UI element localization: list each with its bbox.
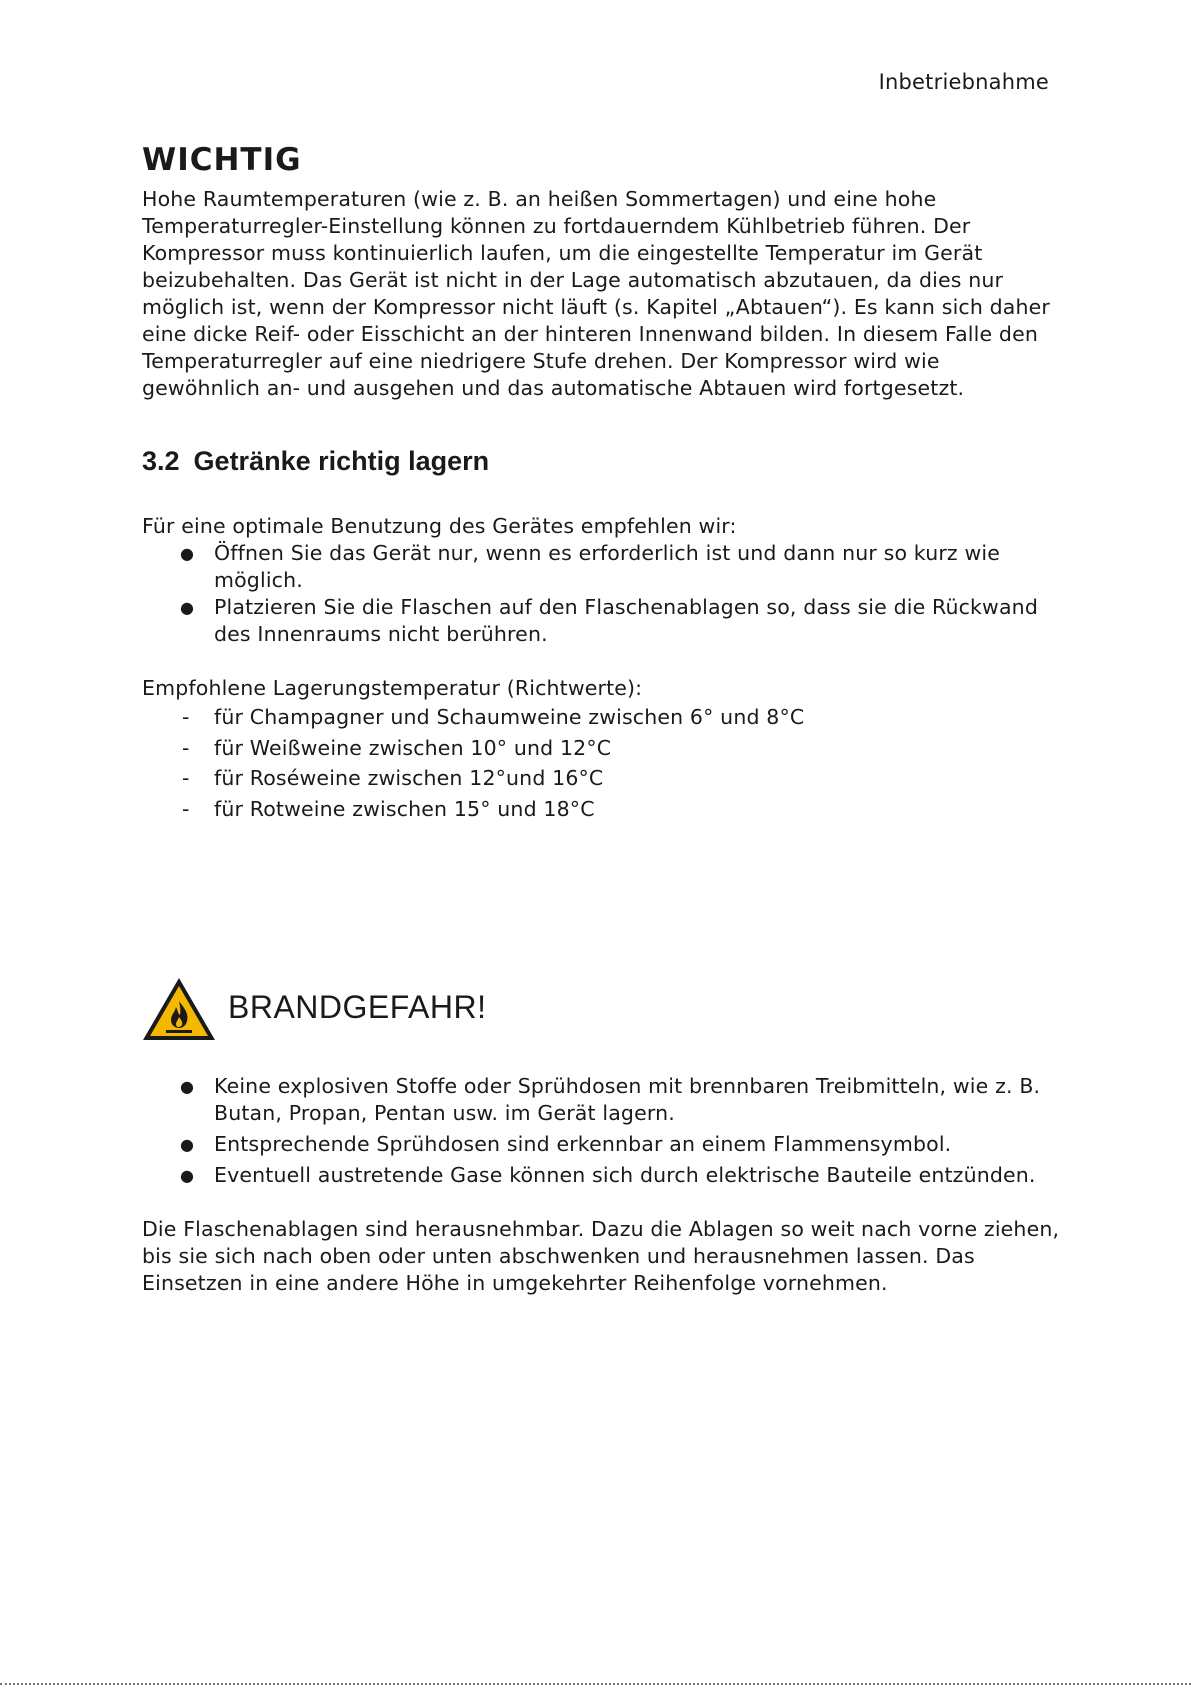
- bullet-icon: ●: [180, 544, 195, 563]
- fire-warning: [140, 975, 1040, 1045]
- list-item: - für Weißweine zwischen 10° und 12°C: [142, 733, 1062, 764]
- page-header-title: Inbetriebnahme: [878, 70, 1049, 94]
- list-item: ● Keine explosiven Stoffe oder Sprühdosen mit brennbaren Treibmitteln, wie z. B. Butan, Propan, Pentan usw. im Gerät lagern.: [180, 1074, 1041, 1125]
- list-item: ● Eventuell austretende Gase können sich durch elektrische Bauteile entzünden.: [180, 1163, 1036, 1187]
- list-item: - für Champagner und Schaumweine zwischen 6° und 8°C: [142, 702, 1062, 733]
- important-paragraph: Hohe Raumtemperaturen (wie z. B. an heißen Sommertagen) und eine hohe Temperaturregler-Einstellung können zu fortdauerndem Kühlbetrieb führen. Der Kompressor muss kontinuierlich laufen, um die eingestellte Temperatur im Gerät beizubehalten. Das Gerät ist nicht in der Lage automatisch abzutauen, da dies nur möglich ist, wenn der Kompressor nicht läuft (s. Kapitel „Abtauen“). Es kann sich daher eine dicke Reif- oder Eisschicht an der hinteren Innenwand bilden. In diesem Falle den Temperaturregler auf eine niedrigere Stufe drehen. Der Kompressor wird wie gewöhnlich an- und ausgehen und das automatische Abtauen wird fortgesetzt.: [142, 187, 1051, 400]
- bullet-icon: ●: [180, 1135, 195, 1154]
- temperature-intro: Empfohlene Lagerungstemperatur (Richtwerte):: [142, 676, 643, 700]
- important-heading: WICHTIG: [142, 142, 302, 178]
- warning-list: [142, 1073, 1062, 1189]
- bullet-icon: ●: [180, 1077, 195, 1096]
- dash-icon: -: [182, 735, 190, 760]
- dash-icon: -: [182, 705, 190, 729]
- bullet-icon: ●: [180, 598, 195, 617]
- section-title: Getränke richtig lagern: [193, 446, 490, 476]
- fire-hazard-icon: [140, 975, 218, 1043]
- list-item: - für Rotweine zwischen 15° und 18°C: [142, 794, 1062, 825]
- temperature-list: [142, 702, 1062, 824]
- warning-title: BRANDGEFAHR!: [228, 989, 487, 1025]
- list-item: ● Öffnen Sie das Gerät nur, wenn es erforderlich ist und dann nur so kurz wie möglich.: [180, 541, 1001, 592]
- recommendation-list: [142, 540, 1062, 648]
- closing-paragraph: Die Flaschenablagen sind herausnehmbar. Dazu die Ablagen so weit nach vorne ziehen, bis sie sich nach oben oder unten abschwenken und herausnehmen lassen. Das Einsetzen in eine andere Höhe in umgekehrter Reihenfolge vornehmen.: [142, 1217, 1060, 1295]
- bullet-icon: ●: [180, 1166, 195, 1185]
- dash-icon: -: [182, 796, 190, 821]
- page-bottom-divider: [0, 1681, 1191, 1685]
- section-heading: [142, 443, 1062, 479]
- section-intro: Für eine optimale Benutzung des Gerätes empfehlen wir:: [142, 514, 737, 538]
- list-item: ● Entsprechende Sprühdosen sind erkennbar an einem Flammensymbol.: [180, 1132, 952, 1156]
- page-content: [142, 140, 1062, 824]
- section-number: 3.2: [142, 446, 180, 476]
- list-item: - für Roséweine zwischen 12°und 16°C: [142, 763, 1062, 794]
- list-item: ● Platzieren Sie die Flaschen auf den Flaschenablagen so, dass sie die Rückwand des Innenraums nicht berühren.: [180, 595, 1038, 646]
- warning-content: [142, 1073, 1062, 1297]
- dash-icon: -: [182, 766, 190, 790]
